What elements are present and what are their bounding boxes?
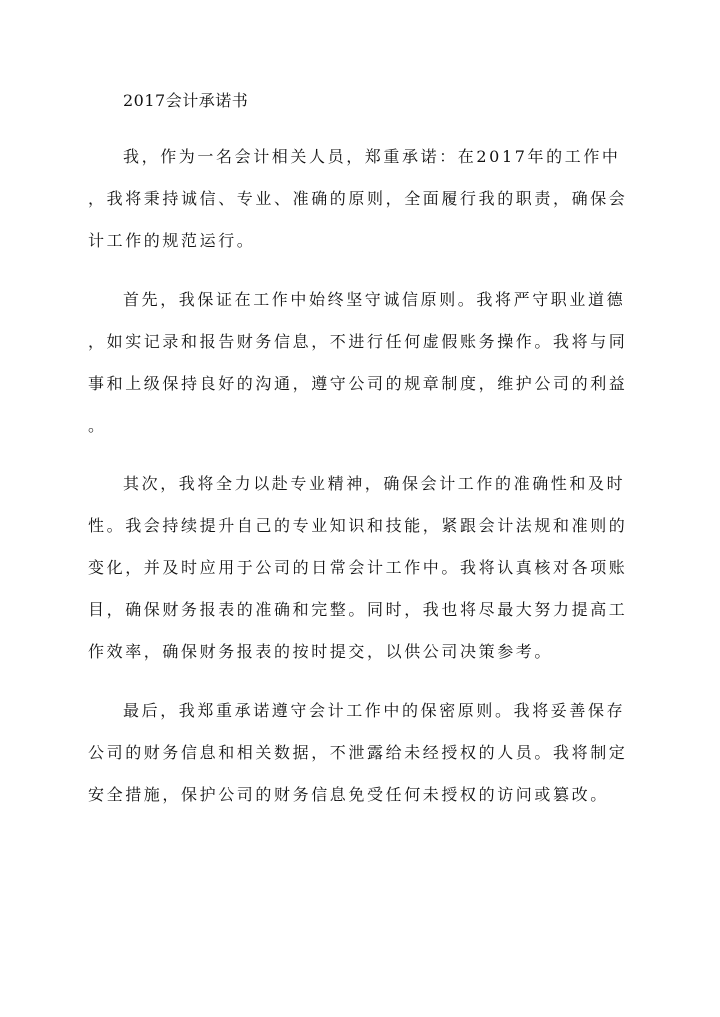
paragraph-2-line-2: ，如实记录和报告财务信息，不进行任何虚假账务操作。我将与同: [88, 332, 628, 351]
paragraph-2-line-4: 。: [88, 416, 107, 435]
paragraph-4-line-3: 安全措施，保护公司的财务信息免受任何未授权的访问或篡改。: [88, 785, 609, 804]
paragraph-1-line-1: 我，作为一名会计相关人员，郑重承诺：在2017年的工作中: [123, 147, 621, 166]
paragraph-2-line-1: 首先，我保证在工作中始终坚守诚信原则。我将严守职业道德: [123, 290, 626, 309]
paragraph-3-line-4: 目，确保财务报表的准确和完整。同时，我也将尽最大努力提高工: [88, 600, 628, 619]
paragraph-3-line-3: 变化，并及时应用于公司的日常会计工作中。我将认真核对各项账: [88, 558, 628, 577]
paragraph-3-line-1: 其次，我将全力以赴专业精神，确保会计工作的准确性和及时: [123, 474, 626, 493]
paragraph-4-line-2: 公司的财务信息和相关数据，不泄露给未经授权的人员。我将制定: [88, 743, 628, 762]
paragraph-4-line-1: 最后，我郑重承诺遵守会计工作中的保密原则。我将妥善保存: [123, 701, 626, 720]
paragraph-2-line-3: 事和上级保持良好的沟通，遵守公司的规章制度，维护公司的利益: [88, 374, 628, 393]
paragraph-1-line-2: ，我将秉持诚信、专业、准确的原则，全面履行我的职责，确保会: [88, 189, 628, 208]
paragraph-3-line-2: 性。我会持续提升自己的专业知识和技能，紧跟会计法规和准则的: [88, 516, 628, 535]
paragraph-1-line-3: 计工作的规范运行。: [88, 231, 256, 250]
paragraph-3-line-5: 作效率，确保财务报表的按时提交，以供公司决策参考。: [88, 642, 554, 661]
document-title: 2017会计承诺书: [123, 91, 249, 110]
